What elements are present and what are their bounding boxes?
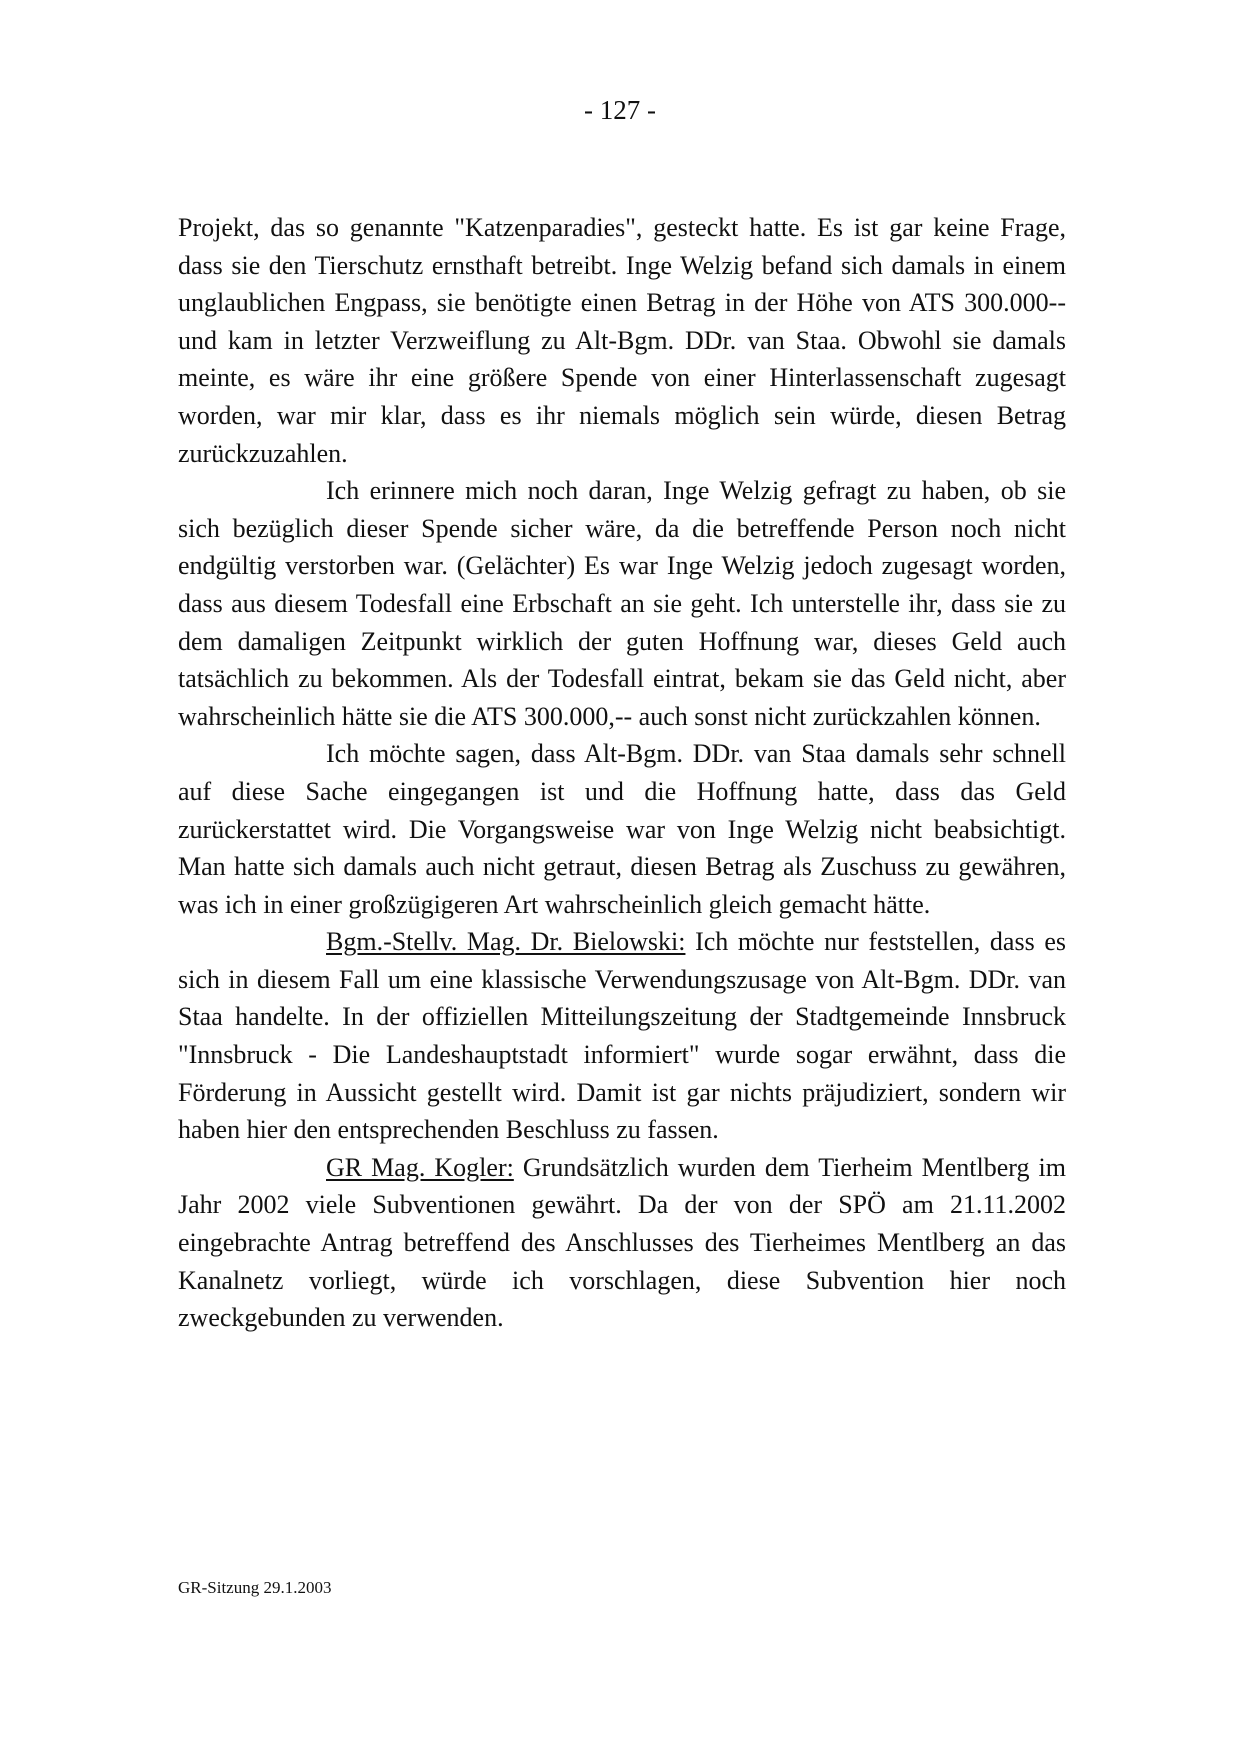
speaker-paragraph-kogler [178,1149,1066,1337]
page-footer: GR-Sitzung 29.1.2003 [178,1578,332,1597]
speaker-statement: Ich möchte nur feststellen, dass es sich in diesem Fall um eine klassische Verwendungszusage von Alt-Bgm. DDr. van Staa handelte. In der offiziellen Mitteilungszeitung der Stadtgemeinde Innsbruck "Innsbruck - Die Landeshauptstadt informiert" wurde sogar erwähnt, dass die Förderung in Aussicht gestellt wird. Damit ist gar nichts präjudiziert, sondern wir haben hier den entsprechenden Beschluss zu fassen. [178,927,1066,1145]
document-body [178,209,1066,1337]
paragraph-continuation: Projekt, das so genannte "Katzenparadies", gesteckt hatte. Es ist gar keine Frage, dass sie den Tierschutz ernsthaft betreibt. Inge Welzig befand sich damals in einem unglaublichen Engpass, sie benötigte einen Betrag in der Höhe von ATS 300.000-- und kam in letzter Verzweiflung zu Alt-Bgm. DDr. van Staa. Obwohl sie damals meinte, es wäre ihr eine größere Spende von einer Hinterlassenschaft zugesagt worden, war mir klar, dass es ihr niemals möglich sein würde, diesen Betrag zurückzuzahlen. [178,213,1066,468]
page-number: - 127 - [584,95,656,125]
speaker-name: Bgm.-Stellv. Mag. Dr. Bielowski: [326,927,686,957]
paragraph: Ich möchte sagen, dass Alt-Bgm. DDr. van Staa damals sehr schnell auf diese Sache eingegangen ist und die Hoffnung hatte, dass das Geld zurückerstattet wird. Die Vorgangsweise war von Inge Welzig nicht beabsichtigt. Man hatte sich damals auch nicht getraut, diesen Betrag als Zuschuss zu gewähren, was ich in einer großzügigeren Art wahrscheinlich gleich gemacht hätte. [178,739,1066,919]
speaker-statement: Grundsätzlich wurden dem Tierheim Mentlberg im Jahr 2002 viele Subventionen gewährt. Da der von der SPÖ am 21.11.2002 eingebrachte Antrag betreffend des Anschlusses des Tierheimes Mentlberg an das Kanalnetz vorliegt, würde ich vorschlagen, diese Subvention hier noch zweckgebunden zu verwenden. [178,1152,1066,1333]
speaker-name: GR Mag. Kogler: [326,1152,514,1182]
speaker-paragraph-bielowski [178,923,1066,1149]
paragraph: Ich erinnere mich noch daran, Inge Welzig gefragt zu haben, ob sie sich bezüglich dieser Spende sicher wäre, da die betreffende Person noch nicht endgültig verstorben war. (Gelächter) Es war Inge Welzig jedoch zugesagt worden, dass aus diesem Todesfall eine Erbschaft an sie geht. Ich unterstelle ihr, dass sie zu dem damaligen Zeitpunkt wirklich der guten Hoffnung war, dieses Geld auch tatsächlich zu bekommen. Als der Todesfall eintrat, bekam sie das Geld nicht, aber wahrscheinlich hätte sie die ATS 300.000,-- auch sonst nicht zurückzahlen können. [178,476,1066,731]
